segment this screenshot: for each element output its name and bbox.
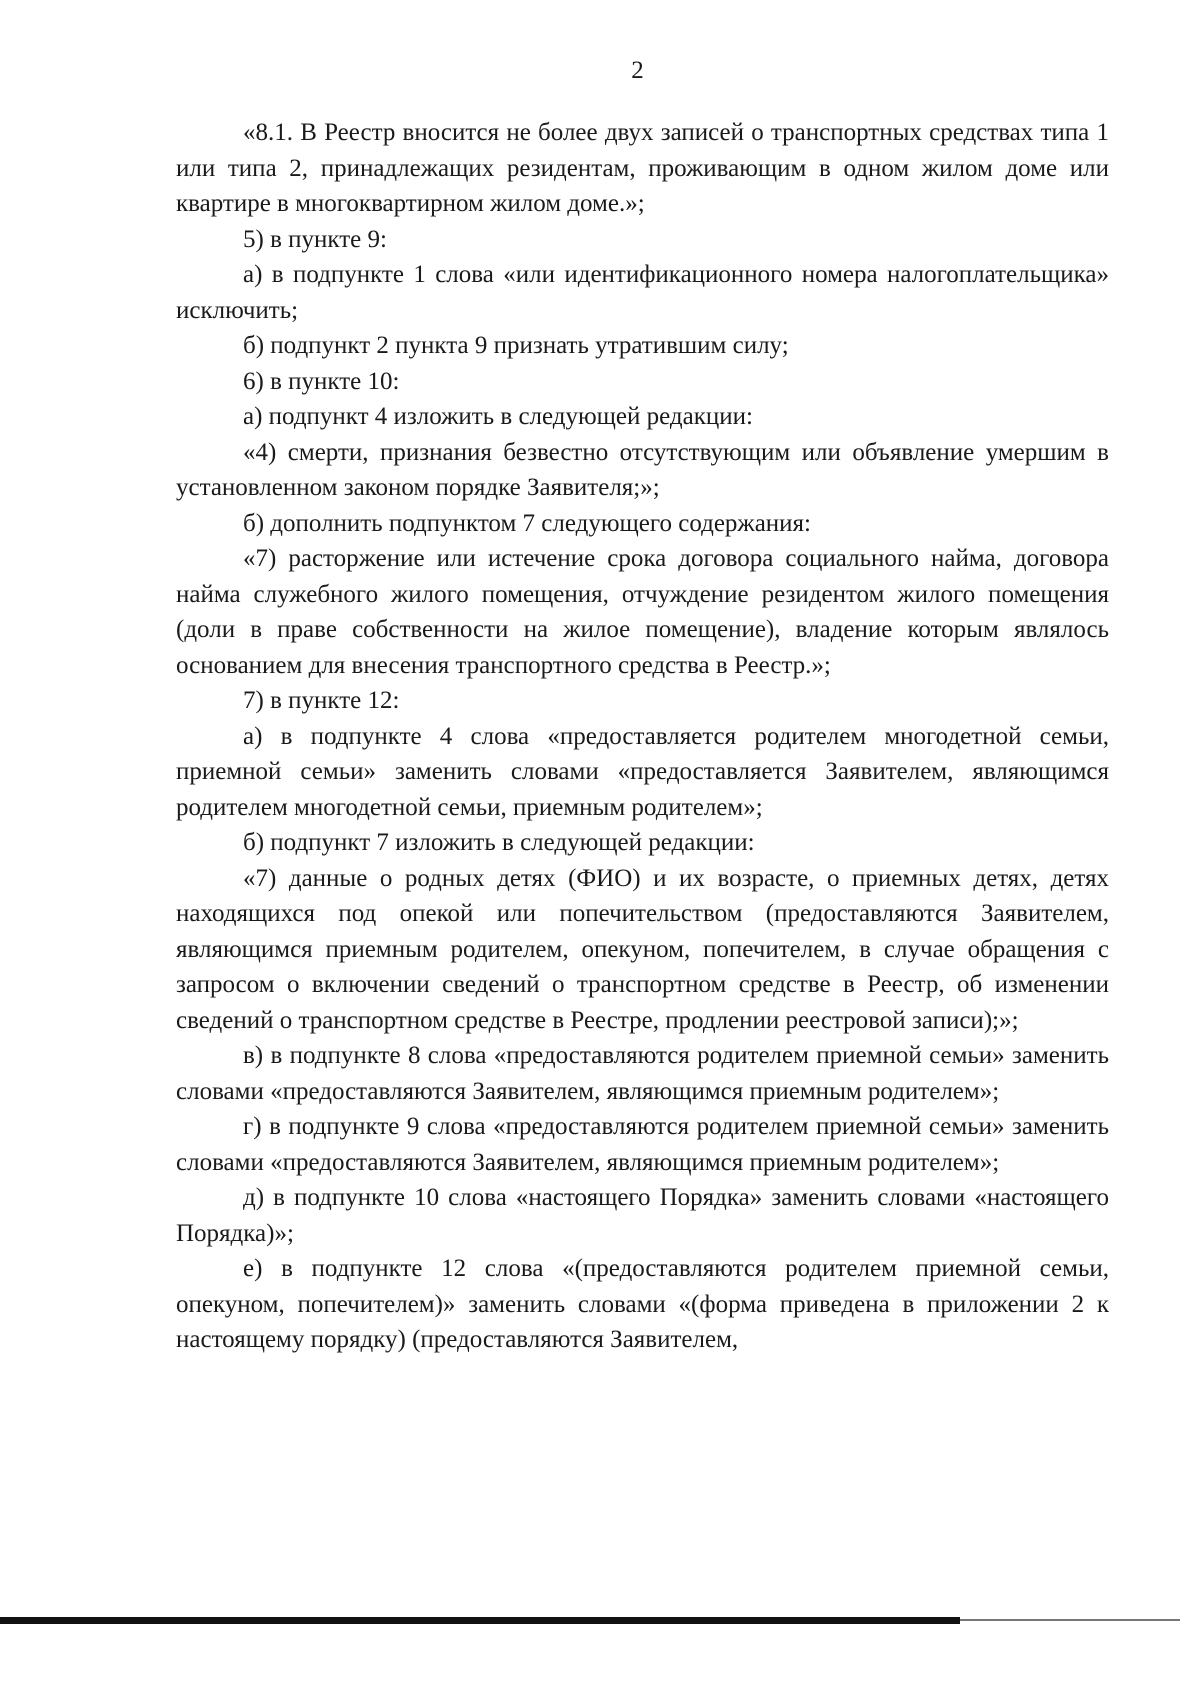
paragraph-item-7a: а) в подпункте 4 слова «предоставляется родителем многодетной семьи, приемной семьи» заменить словами «предоставляется Заявителем, являющимся родителем многодетной семьи, приемным родителем»; [176, 722, 1109, 821]
paragraph-8-1: «8.1. В Реестр вносится не более двух записей о транспортных средствах типа 1 или типа 2, принадлежащих резидентам, проживающим в одном жилом доме или квартире в многоквартирном жилом доме.»; [176, 119, 1109, 217]
paragraph-quote-7-children: «7) данные о родных детях (ФИО) и их возрасте, о приемных детях, детях находящихся под опекой или попечительством (предоставляются Заявителем, являющимся приемным родителем, опекуном, попечителем, в случае обращения с запросом о включении сведений о транспортном средстве в Реестр, об изменении сведений о транспортном средстве в Реестре, продлении реестровой записи);»; [176, 864, 1109, 1034]
scan-edge-bar-tail [960, 1619, 1180, 1621]
paragraph-item-7b: б) подпункт 7 изложить в следующей редакции: [243, 829, 755, 856]
paragraph-item-7e: е) в подпункте 12 слова «(предоставляются родителем приемной семьи, опекуном, попечителем)» заменить словами «(форма приведена в приложении 2 к настоящему порядку) (предоставляются Заявителем, [176, 1255, 1109, 1353]
document-body [176, 115, 1109, 1358]
scan-edge-bar [0, 1617, 960, 1624]
paragraph-item-6: 6) в пункте 10: [243, 367, 400, 395]
paragraph-item-7: 7) в пункте 12: [243, 687, 400, 714]
paragraph-item-7d: д) в подпункте 10 слова «настоящего Порядка» заменить словами «настоящего Порядка)»; [176, 1184, 1109, 1247]
paragraph-item-6b: б) дополнить подпунктом 7 следующего содержания: [243, 509, 811, 537]
paragraph-quote-4: «4) смерти, признания безвестно отсутствующим или объявление умершим в установленном законом порядке Заявителя;»; [176, 438, 1109, 501]
paragraph-quote-7-termination: «7) расторжение или истечение срока договора социального найма, договора найма служебного жилого помещения, отчуждение резидентом жилого помещения (доли в праве собственности на жилое помещение), владение которым являлось основанием для внесения транспортного средства в Реестр.»; [176, 545, 1109, 679]
paragraph-item-7v: в) в подпункте 8 слова «предоставляются родителем приемной семьи» заменить словами «предоставляются Заявителем, являющимся приемным родителем»; [176, 1042, 1109, 1105]
paragraph-item-5a: а) в подпункте 1 слова «или идентификационного номера налогоплательщика» исключить; [176, 261, 1109, 324]
paragraph-item-6a: а) подпункт 4 изложить в следующей редакции: [243, 403, 753, 430]
paragraph-item-5b: б) подпункт 2 пункта 9 признать утратившим силу; [243, 332, 789, 359]
paragraph-item-5: 5) в пункте 9: [243, 225, 387, 253]
paragraph-item-7g: г) в подпункте 9 слова «предоставляются родителем приемной семьи» заменить словами «предоставляются Заявителем, являющимся приемным родителем»; [176, 1113, 1109, 1176]
page-number: 2 [631, 57, 644, 84]
